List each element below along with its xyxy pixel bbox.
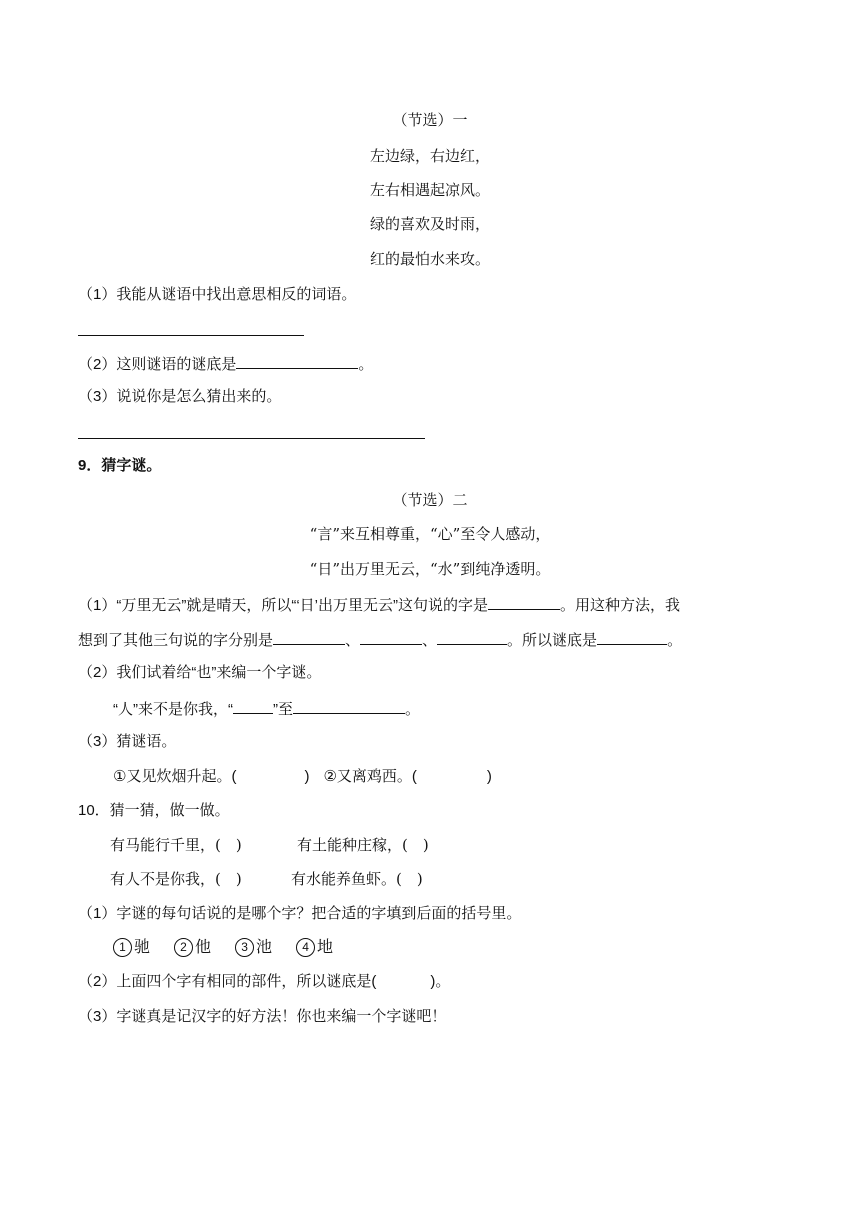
q10-part3: （3）字谜真是记汉字的好方法！你也来编一个字谜吧！ (78, 1008, 447, 1025)
option-4 (296, 939, 333, 956)
riddle1-line-3: 绿的喜欢及时雨， (369, 215, 490, 233)
q9-part3: （3）猜谜语。 (78, 733, 177, 750)
answer-blank[interactable] (597, 629, 667, 645)
riddle2-line-2: “日”出万里无云，“水”到纯净透明。 (309, 560, 551, 578)
q10-part1: （1）字谜的每句话说的是哪个字？把合适的字填到后面的括号里。 (78, 905, 522, 922)
q10-options (113, 938, 333, 958)
q10-riddle-1b: 有土能种庄稼，( ) (297, 836, 429, 854)
answer-blank[interactable] (488, 594, 560, 610)
riddle-item-1: ①又见炊烟升起。( (113, 768, 237, 785)
answer-blank[interactable] (273, 629, 345, 645)
riddle1-question-3: （3）说说你是怎么猜出来的。 (78, 388, 282, 405)
question-text: （2）上面四个字有相同的部件，所以谜底是( (78, 973, 377, 990)
question-text: ”至 (273, 701, 293, 718)
answer-blank[interactable] (360, 629, 422, 645)
punctuation: 、 (422, 632, 438, 649)
question-text: （2）这则谜语的谜底是 (78, 356, 237, 373)
answer-line[interactable] (78, 335, 304, 336)
riddle1-line-1: 左边绿，右边红， (369, 147, 490, 165)
punctuation: ) (486, 768, 492, 785)
option-2 (174, 939, 211, 956)
circled-number: 4 (296, 938, 315, 957)
question-9-title: 9．猜字谜。 (78, 457, 162, 474)
q10-riddle-1a: 有马能行千里，( ) (110, 836, 242, 854)
q9-part1-line1 (78, 594, 680, 616)
q9-part3-items (113, 767, 492, 787)
q9-part1-line2 (78, 629, 682, 651)
option-char: 他 (195, 939, 212, 956)
punctuation: )。 (430, 973, 451, 990)
riddle-item-2: ②又离鸡西。( (323, 768, 417, 785)
answer-blank[interactable] (236, 353, 358, 369)
option-3 (235, 939, 272, 956)
punctuation: 。 (667, 632, 683, 649)
q9-part2-riddle (113, 698, 420, 720)
answer-blank[interactable] (233, 698, 273, 714)
riddle1-question-2 (78, 353, 373, 375)
q10-riddle-2a: 有人不是你我，( ) (110, 870, 242, 888)
option-1 (113, 939, 150, 956)
answer-blank[interactable] (437, 629, 507, 645)
question-10-title: 10．猜一猜，做一做。 (78, 802, 230, 819)
question-text: （1）“万里无云”就是晴天，所以“‘日’出万里无云”这句说的字是 (78, 597, 488, 614)
riddle1-line-2: 左右相遇起凉风。 (369, 181, 490, 199)
question-text: 。所以谜底是 (507, 632, 598, 649)
option-char: 地 (317, 939, 334, 956)
circled-number: 3 (235, 938, 254, 957)
riddle1-source: （节选）一 (392, 111, 468, 129)
answer-blank[interactable] (293, 698, 405, 714)
answer-line[interactable] (78, 438, 425, 439)
riddle2-line-1: “言”来互相尊重，“心”至令人感动， (309, 525, 551, 543)
riddle2-source: （节选）二 (392, 491, 468, 509)
punctuation: 。 (358, 356, 374, 373)
punctuation: 。 (405, 701, 421, 718)
circled-number: 1 (113, 938, 132, 957)
option-char: 池 (256, 939, 273, 956)
riddle1-line-4: 红的最怕水来攻。 (369, 250, 490, 268)
option-char: 驰 (134, 939, 151, 956)
riddle1-question-1: （1）我能从谜语中找出意思相反的词语。 (78, 286, 357, 303)
question-text: 想到了其他三句说的字分别是 (78, 632, 274, 649)
circled-number: 2 (174, 938, 193, 957)
question-text: 。用这种方法，我 (560, 597, 681, 614)
q10-riddle-2b: 有水能养鱼虾。( ) (291, 870, 423, 888)
question-text: “人”来不是你我，“ (113, 701, 233, 718)
punctuation: ) (304, 768, 310, 785)
punctuation: 、 (345, 632, 361, 649)
q10-part2 (78, 972, 450, 992)
q9-part2: （2）我们试着给“也”来编一个字谜。 (78, 664, 322, 681)
